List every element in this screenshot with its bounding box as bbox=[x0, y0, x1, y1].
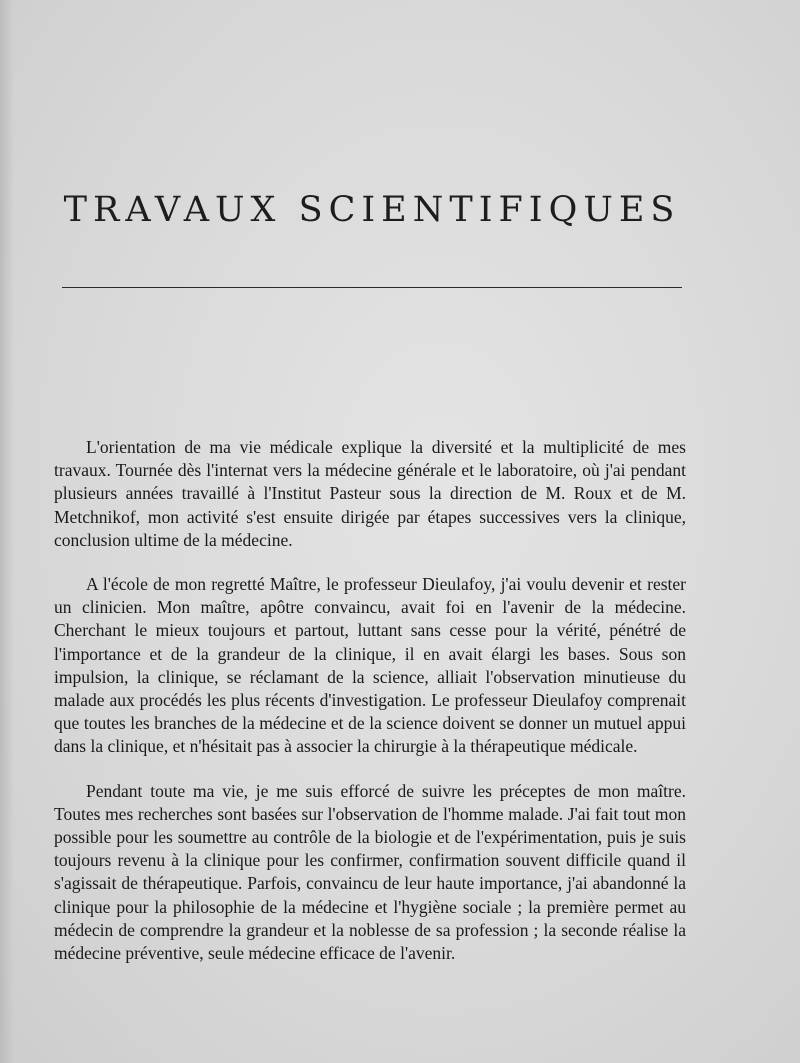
paragraph-orientation: L'orientation de ma vie médicale explique la diversité et la multiplicité de mes travaux. Tournée dès l'internat vers la médecine générale et le laboratoire, où j'ai pendant plusieurs années travaillé à l'Institut Pasteur sous la direction de M. Roux et de M. Metchnikof, mon activité s'est ensuite dirigée par étapes successives vers la clinique, conclusion ultime de la médecine. bbox=[54, 437, 686, 550]
title-divider bbox=[62, 287, 682, 288]
paragraph-dieulafoy: A l'école de mon regretté Maître, le professeur Dieulafoy, j'ai voulu devenir et rester un clinicien. Mon maître, apôtre convaincu, avait foi en l'avenir de la médecine. Cherchant le mieux toujours et partout, luttant sans cesse pour la vérité, pénétré de l'importance et de la grandeur de la clinique, il en avait élargi les bases. Sous son impulsion, la clinique, se réclamant de la science, alliait l'observation minutieuse du malade aux procédés les plus récents d'investigation. Le professeur Dieulafoy comprenait que toutes les branches de la médecine et de la science doivent se donner un mutuel appui dans la clinique, et n'hésitait pas à associer la chirurgie à la thérapeutique médicale. bbox=[54, 574, 686, 757]
page-title: TRAVAUX SCIENTIFIQUES bbox=[63, 190, 681, 230]
paragraph-preceptes: Pendant toute ma vie, je me suis efforcé de suivre les préceptes de mon maître. Toutes mes recherches sont basées sur l'observation de l'homme malade. J'ai fait tout mon possible pour les soumettre au contrôle de la biologie et de l'expérimentation, puis je suis toujours revenu à la clinique pour les confirmer, confirmation souvent difficile quand il s'agissait de thérapeutique. Parfois, convaincu de leur haute importance, j'ai abandonné la clinique pour la philosophie de la médecine et l'hygiène sociale ; la première permet au médecin de comprendre la grandeur et la noblesse de sa profession ; la seconde réalise la médecine préventive, seule médecine efficace de l'avenir. bbox=[54, 780, 686, 964]
body-text bbox=[54, 436, 686, 986]
